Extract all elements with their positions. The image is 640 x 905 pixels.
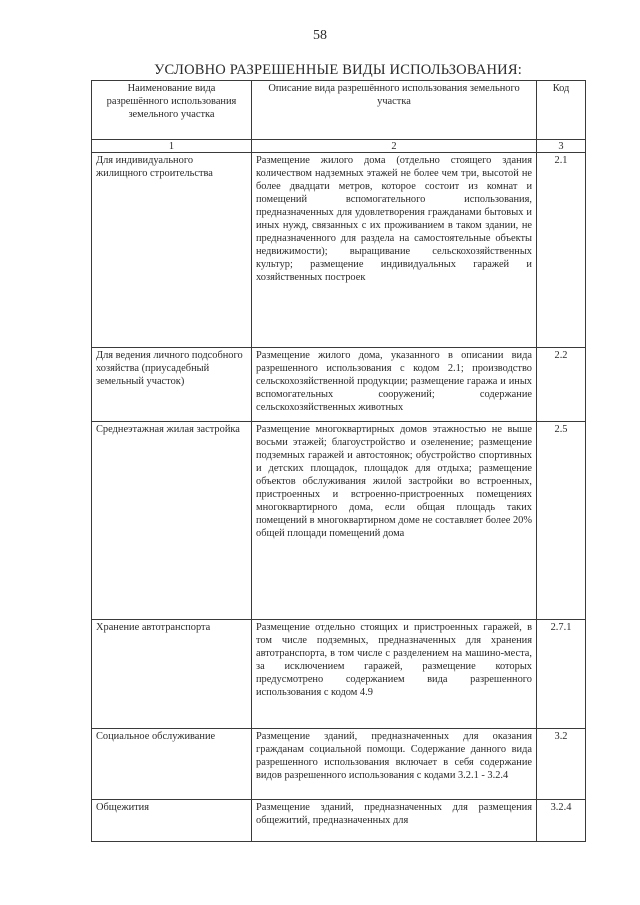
table-row	[92, 620, 586, 729]
use-code: 3.2.4	[537, 800, 586, 842]
use-name: Общежития	[92, 800, 252, 842]
use-name: Хранение автотранспорта	[92, 620, 252, 729]
use-description: Размещение зданий, предназначенных для оказания гражданам социальной помощи. Содержание данного вида разрешенного использования включает в себя содержание видов разрешенного использования с кодами 3.2.1 - 3.2.4	[252, 729, 537, 800]
use-description: Размещение отдельно стоящих и пристроенных гаражей, в том числе подземных, предназначенных для хранения автотранспорта, в том числе с разделением на машино-места, за исключением гаражей, размещение которых предусмотрено содержанием вида разрешенного использования с кодом 4.9	[252, 620, 537, 729]
column-number-row	[92, 140, 586, 153]
use-description: Размещение жилого дома (отдельно стоящего здания количеством надземных этажей не более чем три, высотой не более двадцати метров, которое состоит из комнат и помещений вспомогательного использования, предназначенных для удовлетворения гражданами бытовых и иных нужд, связанных с их проживанием в таком здании, не предназначенного для раздела на самостоятельные объекты недвижимости); выращивание сельскохозяйственных культур; размещение индивидуальных гаражей и хозяйственных построек	[252, 153, 537, 348]
table-row	[92, 729, 586, 800]
header-name: Наименование вида разрешённого использования земельного участка	[92, 81, 252, 140]
use-name: Для ведения личного подсобного хозяйства (приусадебный земельный участок)	[92, 348, 252, 422]
use-name: Социальное обслуживание	[92, 729, 252, 800]
use-description: Размещение жилого дома, указанного в описании вида разрешенного использования с кодом 2.1; производство сельскохозяйственной продукции; размещение гаража и иных вспомогательных сооружений; содержание сельскохозяйственных животных	[252, 348, 537, 422]
table-row	[92, 348, 586, 422]
land-use-table	[91, 80, 586, 842]
table-row	[92, 153, 586, 348]
use-name: Для индивидуального жилищного строительства	[92, 153, 252, 348]
column-number-3: 3	[537, 140, 586, 153]
use-description: Размещение многоквартирных домов этажностью не выше восьми этажей; благоустройство и озеленение; размещение подземных гаражей и автостоянок; обустройство спортивных и детских площадок, площадок для отдыха; размещение объектов обслуживания жилой застройки во встроенных, пристроенных и встроенно-пристроенных помещениях многоквартирного дома, если общая площадь таких помещений в многоквартирном доме не составляет более 20% общей площади помещений дома	[252, 422, 537, 620]
table-row	[92, 422, 586, 620]
table-header-row	[92, 81, 586, 140]
use-code: 3.2	[537, 729, 586, 800]
header-description: Описание вида разрешённого использования земельного участка	[252, 81, 537, 140]
use-code: 2.2	[537, 348, 586, 422]
page-number: 58	[313, 28, 327, 43]
use-code: 2.7.1	[537, 620, 586, 729]
header-code: Код	[537, 81, 586, 140]
section-title: УСЛОВНО РАЗРЕШЕННЫЕ ВИДЫ ИСПОЛЬЗОВАНИЯ:	[154, 62, 522, 78]
use-code: 2.5	[537, 422, 586, 620]
use-code: 2.1	[537, 153, 586, 348]
use-description: Размещение зданий, предназначенных для размещения общежитий, предназначенных для	[252, 800, 537, 842]
use-name: Среднеэтажная жилая застройка	[92, 422, 252, 620]
table-row	[92, 800, 586, 842]
column-number-2: 2	[252, 140, 537, 153]
column-number-1: 1	[92, 140, 252, 153]
